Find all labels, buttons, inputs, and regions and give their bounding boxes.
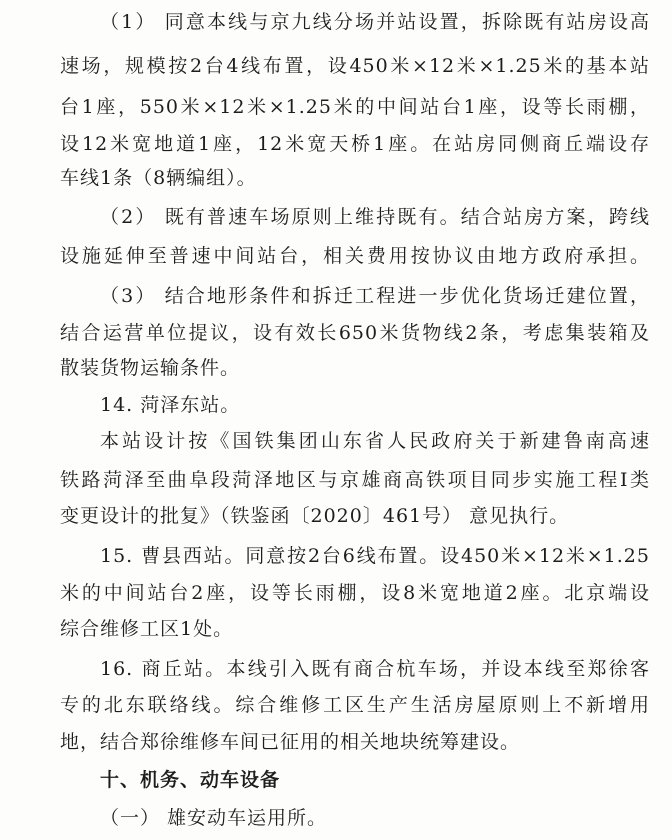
- text-line: 铁路菏泽至曲阜段菏泽地区与京雄商高铁项目同步实施工程Ⅰ类: [60, 469, 650, 491]
- text-line: 台1座，550米×12米×1.25米的中间站台1座，设等长雨棚，: [60, 96, 650, 118]
- text-line: 专的北东联络线。综合维修工区生产生活房屋原则上不新增用: [60, 694, 650, 716]
- text-line: 地，结合郑徐维修车间已征用的相关地块统筹建设。: [60, 731, 521, 753]
- text-line: （1） 同意本线与京九线分场并站设置，拆除既有站房设高: [100, 11, 650, 33]
- text-line: 结合运营单位提议，设有效长650米货物线2条，考虑集装箱及: [60, 322, 650, 344]
- text-line: 速场，规模按2台4线布置，设450米×12米×1.25米的基本站: [60, 55, 650, 77]
- text-line: 米的中间站台2座，设等长雨棚，设8米宽地道2座。北京端设: [60, 582, 650, 604]
- text-line: 本站设计按《国铁集团山东省人民政府关于新建鲁南高速: [100, 430, 650, 452]
- section-heading: 十、机务、动车设备: [100, 769, 281, 791]
- text-line: 散装货物运输条件。: [60, 357, 241, 379]
- text-line: （一） 雄安动车运用所。: [100, 807, 328, 829]
- text-line: 设施延伸至普速中间站台，相关费用按协议由地方政府承担。: [60, 245, 650, 267]
- text-line: （3） 结合地形条件和拆迁工程进一步优化货场迁建位置，: [100, 285, 650, 307]
- text-line: 设12米宽地道1座，12米宽天桥1座。在站房同侧商丘端设存: [60, 133, 650, 155]
- text-line: 14. 菏泽东站。: [100, 394, 241, 416]
- text-line: （2） 既有普速车场原则上维持既有。结合站房方案，跨线: [100, 206, 650, 228]
- text-line: 车线1条（8辆编组）。: [60, 167, 257, 189]
- text-line: 16. 商丘站。本线引入既有商合杭车场，并设本线至郑徐客: [100, 658, 650, 680]
- text-line: 综合维修工区1处。: [60, 618, 234, 640]
- text-line: 变更设计的批复》（铁鉴函〔2020〕461号） 意见执行。: [60, 505, 570, 527]
- text-line: 15. 曹县西站。同意按2台6线布置。设450米×12米×1.25: [100, 545, 650, 567]
